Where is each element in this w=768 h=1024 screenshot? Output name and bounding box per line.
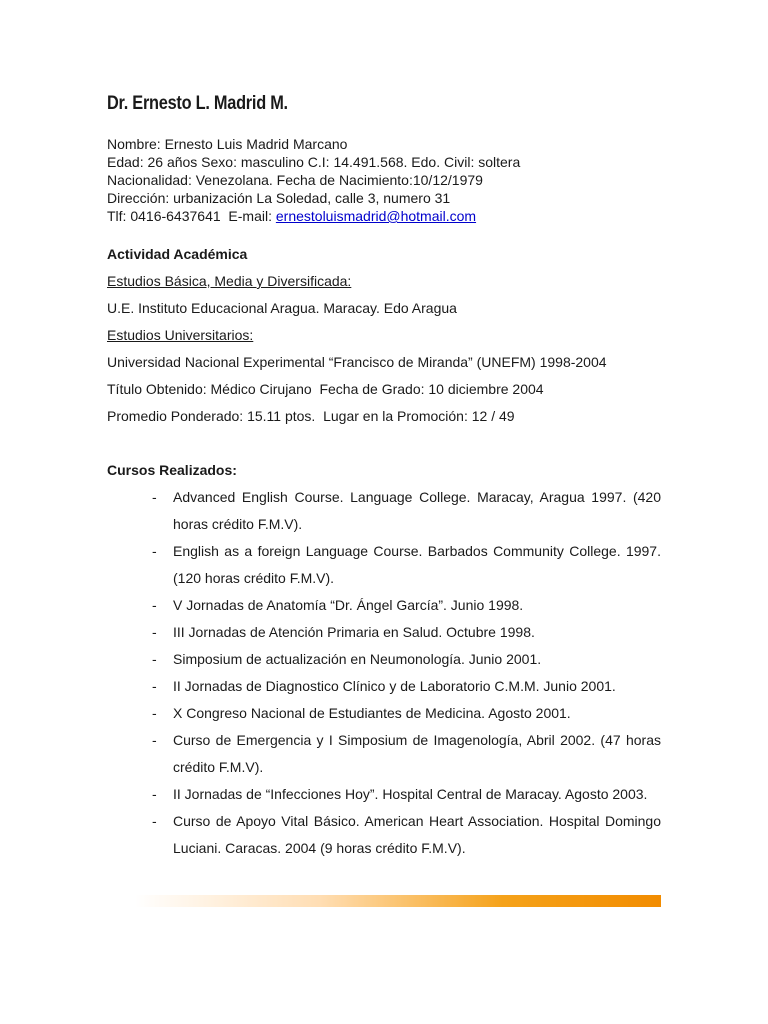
list-item [107,808,661,862]
email-link[interactable]: ernestoluismadrid@hotmail.com [275,208,477,224]
bullet-dash: - [152,651,157,667]
course-text: Advanced English Course. Language College. Maracay, Aragua 1997. (420 horas crédito F.M.V). [173,489,661,532]
course-text: Curso de Apoyo Vital Básico. American Heart Association. Hospital Domingo Luciani. Caracas. 2004 (9 horas crédito F.M.V). [173,813,661,856]
bullet-dash: - [152,543,157,559]
contact-line [107,207,661,225]
address-line: Dirección: urbanización La Soledad, calle 3, numero 31 [107,190,451,206]
bullet-dash: - [152,597,157,613]
courses-heading: Cursos Realizados: [107,462,237,478]
university-name: Universidad Nacional Experimental “Francisco de Miranda” (UNEFM) 1998-2004 [107,354,607,370]
course-text: III Jornadas de Atención Primaria en Salud. Octubre 1998. [173,624,535,640]
bullet-dash: - [152,732,157,748]
personal-info [107,135,661,225]
basic-studies-heading: Estudios Básica, Media y Diversificada: [107,273,352,289]
basic-school: U.E. Instituto Educacional Aragua. Maracay. Edo Aragua [107,300,457,316]
bullet-dash: - [152,624,157,640]
bullet-dash: - [152,678,157,694]
list-item [107,646,661,673]
academic-heading: Actividad Académica [107,246,248,262]
bullet-dash: - [152,813,157,829]
average-line: Promedio Ponderado: 15.11 ptos. Lugar en la Promoción: 12 / 49 [107,408,515,424]
list-item [107,781,661,808]
footer-gradient-bar [135,895,661,907]
course-text: X Congreso Nacional de Estudiantes de Medicina. Agosto 2001. [173,705,571,721]
list-item [107,484,661,538]
degree-line: Título Obtenido: Médico Cirujano Fecha de Grado: 10 diciembre 2004 [107,381,544,397]
university-heading: Estudios Universitarios: [107,327,254,343]
course-text: II Jornadas de “Infecciones Hoy”. Hospital Central de Maracay. Agosto 2003. [173,786,648,802]
list-item [107,727,661,781]
bullet-dash: - [152,489,157,505]
list-item [107,619,661,646]
name-line: Nombre: Ernesto Luis Madrid Marcano [107,136,348,152]
courses-list [107,484,661,862]
nationality-line: Nacionalidad: Venezolana. Fecha de Nacimiento:10/12/1979 [107,172,483,188]
list-item [107,592,661,619]
list-item [107,538,661,592]
course-text: Simposium de actualización en Neumonología. Junio 2001. [173,651,542,667]
course-text: Curso de Emergencia y I Simposium de Imagenología, Abril 2002. (47 horas crédito F.M.V). [173,732,661,775]
phone-text: Tlf: 0416-6437641 E-mail: [107,208,276,224]
course-text: V Jornadas de Anatomía “Dr. Ángel García”. Junio 1998. [173,597,524,613]
list-item [107,700,661,727]
age-line: Edad: 26 años Sexo: masculino C.I: 14.491.568. Edo. Civil: soltera [107,154,521,170]
bullet-dash: - [152,786,157,802]
document-title: Dr. Ernesto L. Madrid M. [107,93,288,114]
list-item [107,673,661,700]
course-text: English as a foreign Language Course. Barbados Community College. 1997. (120 horas crédito F.M.V). [173,543,661,586]
bullet-dash: - [152,705,157,721]
cv-page [107,92,661,862]
course-text: II Jornadas de Diagnostico Clínico y de Laboratorio C.M.M. Junio 2001. [173,678,616,694]
